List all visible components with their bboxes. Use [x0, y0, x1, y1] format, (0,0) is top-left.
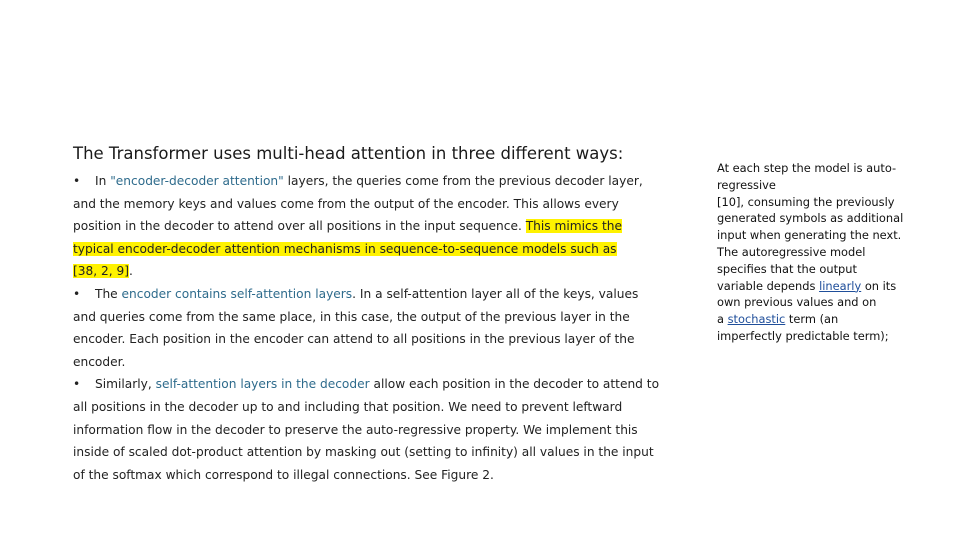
- side-note-line: generated symbols as additional: [717, 211, 904, 226]
- text-line: [73, 260, 673, 283]
- text-segment: The: [95, 286, 122, 301]
- text-segment: .: [129, 264, 133, 279]
- bullet-icon: •: [73, 286, 81, 301]
- text-line: [73, 238, 673, 261]
- side-note-line: At each step the model is auto-: [717, 161, 897, 175]
- text-segment: In: [95, 174, 111, 188]
- text-segment: a: [717, 312, 728, 327]
- side-note-line: [717, 278, 917, 295]
- side-note-line: own previous values and on: [717, 295, 877, 310]
- text-line: encoder.: [73, 354, 126, 369]
- side-note-line: [717, 311, 917, 328]
- side-note-line: specifies that the output: [717, 261, 857, 276]
- text-segment: Similarly,: [95, 377, 156, 392]
- text-line: encoder. Each position in the encoder can attend to all positions in the previous layer of the: [73, 332, 635, 347]
- text-segment: allow each position in the decoder to attend to: [369, 377, 660, 392]
- bullet-icon: •: [73, 174, 81, 188]
- text-line: inside of scaled dot-product attention by masking out (setting to infinity) all values in the input: [73, 445, 654, 460]
- text-segment: position in the decoder to attend over all positions in the input sequence.: [73, 219, 526, 234]
- side-note-line: The autoregressive model: [717, 244, 866, 259]
- text-segment: . In a self-attention layer all of the keys, values: [352, 286, 639, 301]
- text-segment: variable depends: [717, 278, 820, 293]
- bullet-icon: •: [73, 377, 81, 392]
- list-item-decoder-self-attention: [73, 373, 673, 396]
- text-line: information flow in the decoder to preserve the auto-regressive property. We implement this: [73, 422, 638, 437]
- text-line: and queries come from the same place, in this case, the output of the previous layer in the: [73, 309, 630, 324]
- side-note-line: regressive: [717, 177, 776, 192]
- side-note-line: [10], consuming the previously: [717, 194, 895, 209]
- term-encoder-decoder-attention: "encoder-decoder attention": [110, 174, 284, 188]
- attention-uses-list: [73, 170, 673, 486]
- side-note-line: imperfectly predictable term);: [717, 328, 889, 343]
- citation-highlight: [38, 2, 9]: [73, 264, 130, 279]
- text-line: of the softmax which correspond to illegal connections. See Figure 2.: [73, 467, 494, 482]
- highlighted-text: typical encoder-decoder attention mechanisms in sequence-to-sequence models such as: [73, 241, 617, 256]
- term-decoder-self-attention: self-attention layers in the decoder: [155, 377, 370, 392]
- side-note-line: input when generating the next.: [717, 228, 902, 243]
- link-linearly[interactable]: linearly: [819, 278, 862, 293]
- list-item-encoder-decoder-attention: [73, 170, 673, 193]
- text-segment: on its: [861, 278, 897, 293]
- highlighted-text: This mimics the: [525, 219, 622, 234]
- link-stochastic[interactable]: stochastic: [727, 312, 786, 327]
- autoregressive-side-note: [717, 160, 917, 345]
- list-item-encoder-self-attention: [73, 283, 673, 306]
- text-line: [73, 215, 673, 238]
- section-heading: The Transformer uses multi-head attention in three different ways:: [73, 144, 624, 163]
- text-segment: layers, the queries come from the previous decoder layer,: [283, 174, 643, 188]
- text-line: and the memory keys and values come from the output of the encoder. This allows every: [73, 196, 619, 211]
- text-line: all positions in the decoder up to and including that position. We need to prevent leftward: [73, 399, 623, 414]
- term-encoder-self-attention: encoder contains self-attention layers: [121, 286, 353, 301]
- text-segment: term (an: [785, 312, 839, 327]
